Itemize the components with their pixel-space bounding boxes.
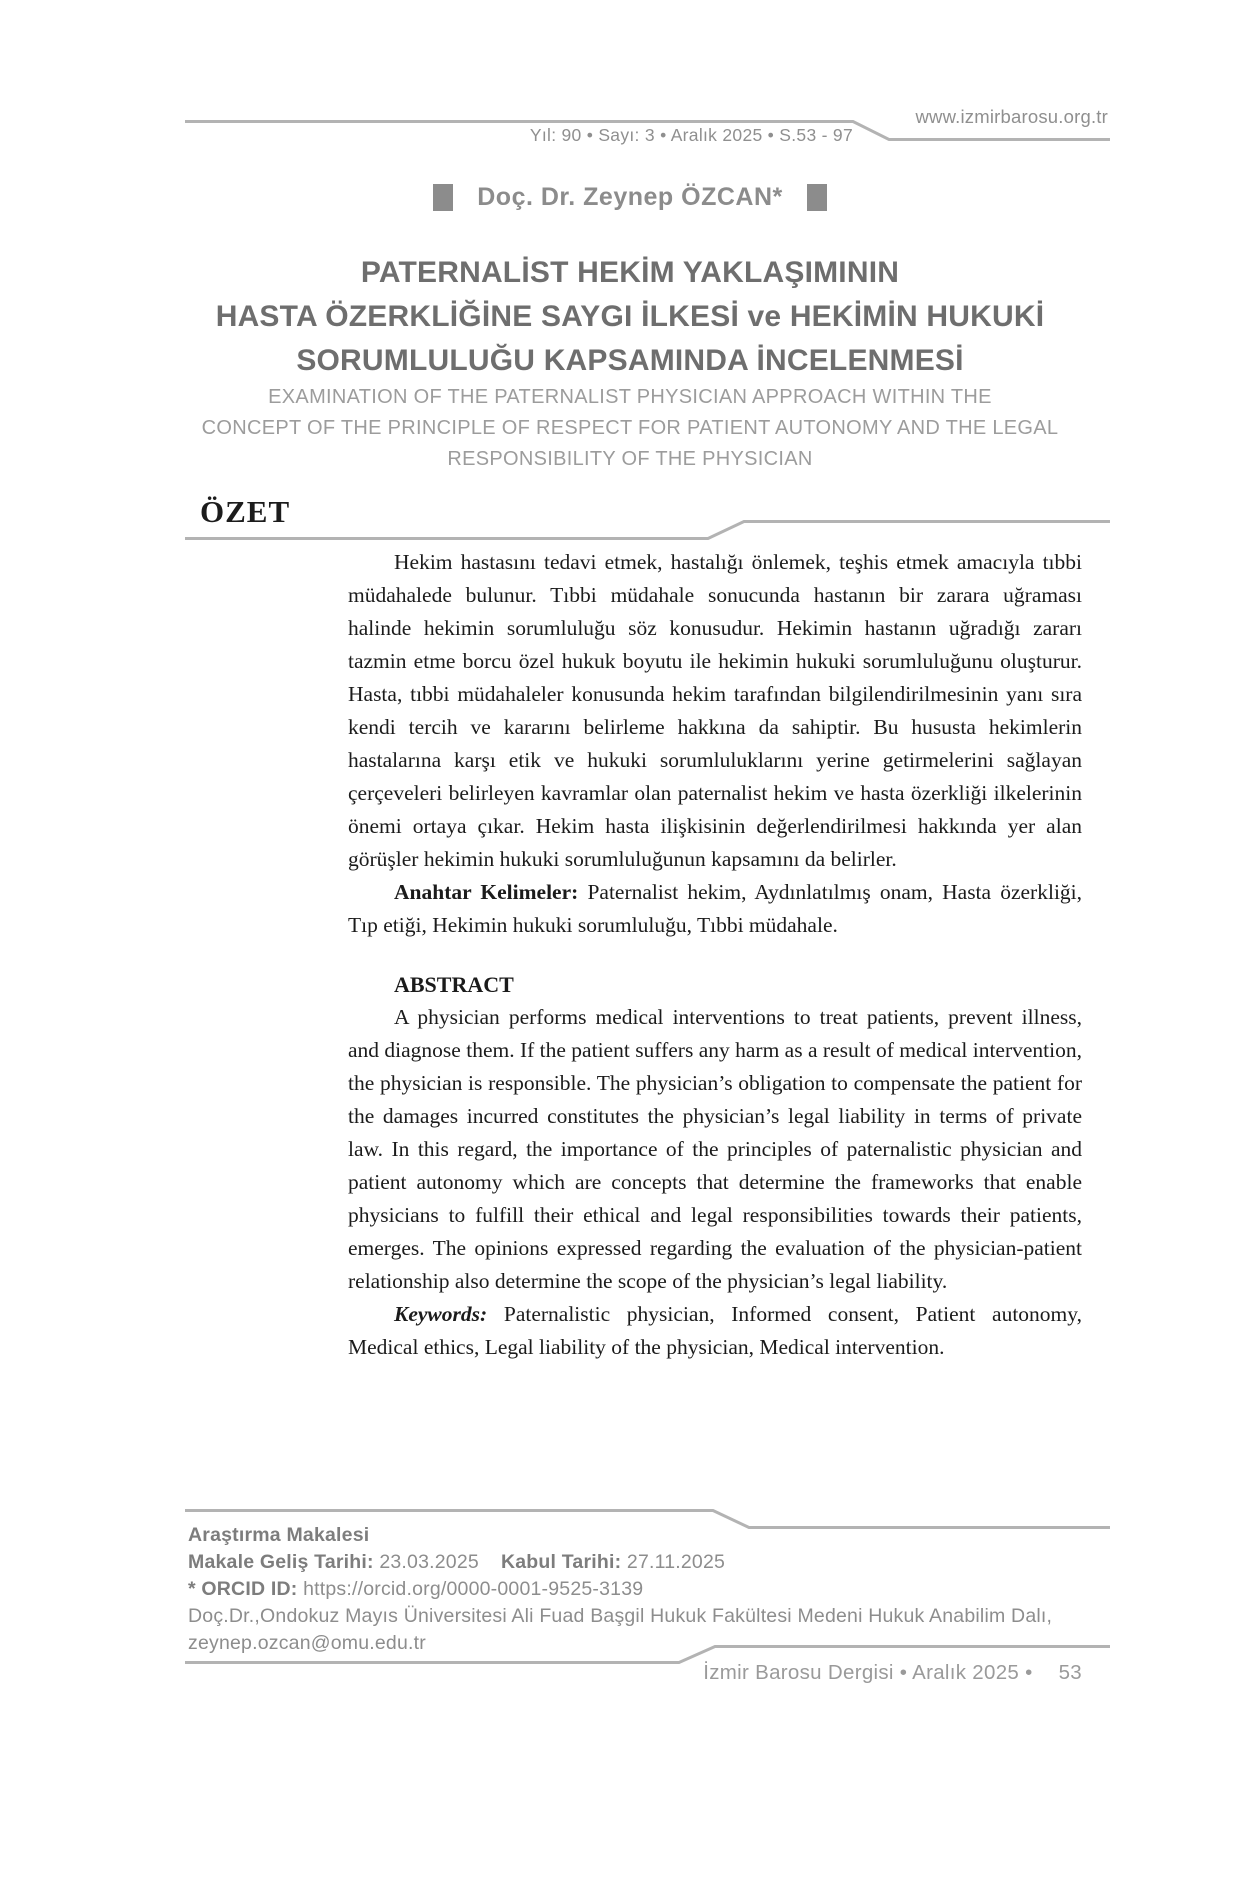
author-marker-right-icon — [807, 184, 827, 211]
keywords-label-tr: Anahtar Kelimeler: — [394, 880, 579, 904]
received-label: Makale Geliş Tarihi: — [188, 1551, 374, 1573]
subtitle-line-1: EXAMINATION OF THE PATERNALIST PHYSICIAN APPROACH WITHIN THE — [268, 386, 992, 408]
author-marker-left-icon — [433, 184, 453, 211]
keywords-text-en: Paternalistic physician, Informed consent, Patient autonomy, Medical ethics, Legal liability of the physician, Medical intervention. — [348, 1302, 1083, 1359]
article-title-tr — [0, 251, 1260, 383]
keywords-label-en: Keywords: — [394, 1302, 488, 1326]
title-line-1: PATERNALİST HEKİM YAKLAŞIMININ — [360, 256, 900, 289]
ozet-heading: ÖZET — [200, 494, 291, 529]
page-number: 53 — [1058, 1661, 1082, 1684]
issue-info-text: Yıl: 90 • Sayı: 3 • Aralık 2025 • S.53 - 97 — [529, 125, 853, 145]
received-date: 23.03.2025 — [379, 1551, 479, 1573]
abstract-heading: ABSTRACT — [394, 972, 514, 997]
footer-info — [188, 1522, 1052, 1657]
ozet-paragraph: Hekim hastasını tedavi etmek, hastalığı önlemek, teşhis etmek amacıyla tıbbi müdahalede bulunur. Tıbbi müdahale sonucunda hastanın bir zarara uğraması halinde hekimin sorumluluğu söz konusudur. Hekimin hastanın uğradığı zararı tazmin etme borcu özel hukuk boyutu ile hekimin hukuki sorumluluğunu oluşturur. Hasta, tıbbi müdahaleler konusunda hekim tarafından bilgilendirilmesinin yanı sıra kendi tercih ve kararını belirleme hakkına da sahiptir. Bu hususta hekimlerin hastalarına karşı etik ve hukuki sorumluluklarını yerine getirmelerini sağlayan çerçeveleri belirleyen kavramlar olan paternalist hekim ve hasta özerkliği ilkelerinin önemi ortaya çıkar. Hekim hasta ilişkisinin değerlendirilmesi hakkında yer alan görüşler hekimin hukuki sorumluluğunun kapsamını da belirler. — [348, 550, 1082, 871]
ozet-rule — [185, 518, 1110, 541]
subtitle-line-2: CONCEPT OF THE PRINCIPLE OF RESPECT FOR PATIENT AUTONOMY AND THE LEGAL — [201, 417, 1059, 439]
affiliation: Doç.Dr.,Ondokuz Mayıs Üniversitesi Ali Fuad Başgil Hukuk Fakültesi Medeni Hukuk Anabilim Dalı, — [188, 1605, 1053, 1627]
dates-line — [188, 1549, 1052, 1576]
orcid-label: * ORCID ID: — [188, 1578, 298, 1600]
ozet-keywords — [348, 876, 1082, 942]
email-link[interactable]: zeynep.ozcan@omu.edu.tr — [188, 1632, 426, 1654]
article-title-en — [0, 382, 1260, 475]
author-name: Doç. Dr. Zeynep ÖZCAN* — [477, 183, 783, 211]
keywords-text-tr: Paternalist hekim, Aydınlatılmış onam, Hasta özerkliği, Tıp etiği, Hekimin hukuki sorumluluğu, Tıbbi müdahale. — [348, 880, 1083, 937]
website-link[interactable]: www.izmirbarosu.org.tr — [915, 106, 1108, 127]
abstract-paragraph: A physician performs medical interventions to treat patients, prevent illness, and diagnose them. If the patient suffers any harm as a result of medical intervention, the physician is responsible. The physician’s obligation to compensate the patient for the damages incurred constitutes the physician’s legal liability in terms of private law. In this regard, the importance of the principles of paternalistic physician and patient autonomy which are concepts that determine the frameworks that enable physicians to fulfill their ethical and legal responsibilities towards their patients, emerges. The opinions expressed regarding the evaluation of the physician-patient relationship also determine the scope of the physician’s legal liability. — [348, 1005, 1082, 1293]
title-line-3: SORUMLULUĞU KAPSAMINDA İNCELENMESİ — [296, 344, 964, 377]
orcid-link[interactable]: https://orcid.org/0000-0001-9525-3139 — [303, 1578, 644, 1600]
journal-footer-text: İzmir Barosu Dergisi • Aralık 2025 • — [703, 1661, 1033, 1684]
author-row — [0, 183, 1260, 212]
title-line-2: HASTA ÖZERKLİĞİNE SAYGI İLKESİ ve HEKİMİN HUKUKİ — [215, 300, 1045, 333]
orcid-line — [188, 1576, 1052, 1603]
article-body — [348, 546, 1082, 1364]
accepted-label: Kabul Tarihi: — [500, 1551, 622, 1573]
accepted-date: 27.11.2025 — [626, 1551, 726, 1573]
subtitle-line-3: RESPONSIBILITY OF THE PHYSICIAN — [447, 448, 813, 470]
abstract-keywords — [348, 1298, 1082, 1364]
article-type: Araştırma Makalesi — [188, 1524, 370, 1546]
journal-footer — [703, 1661, 1082, 1685]
